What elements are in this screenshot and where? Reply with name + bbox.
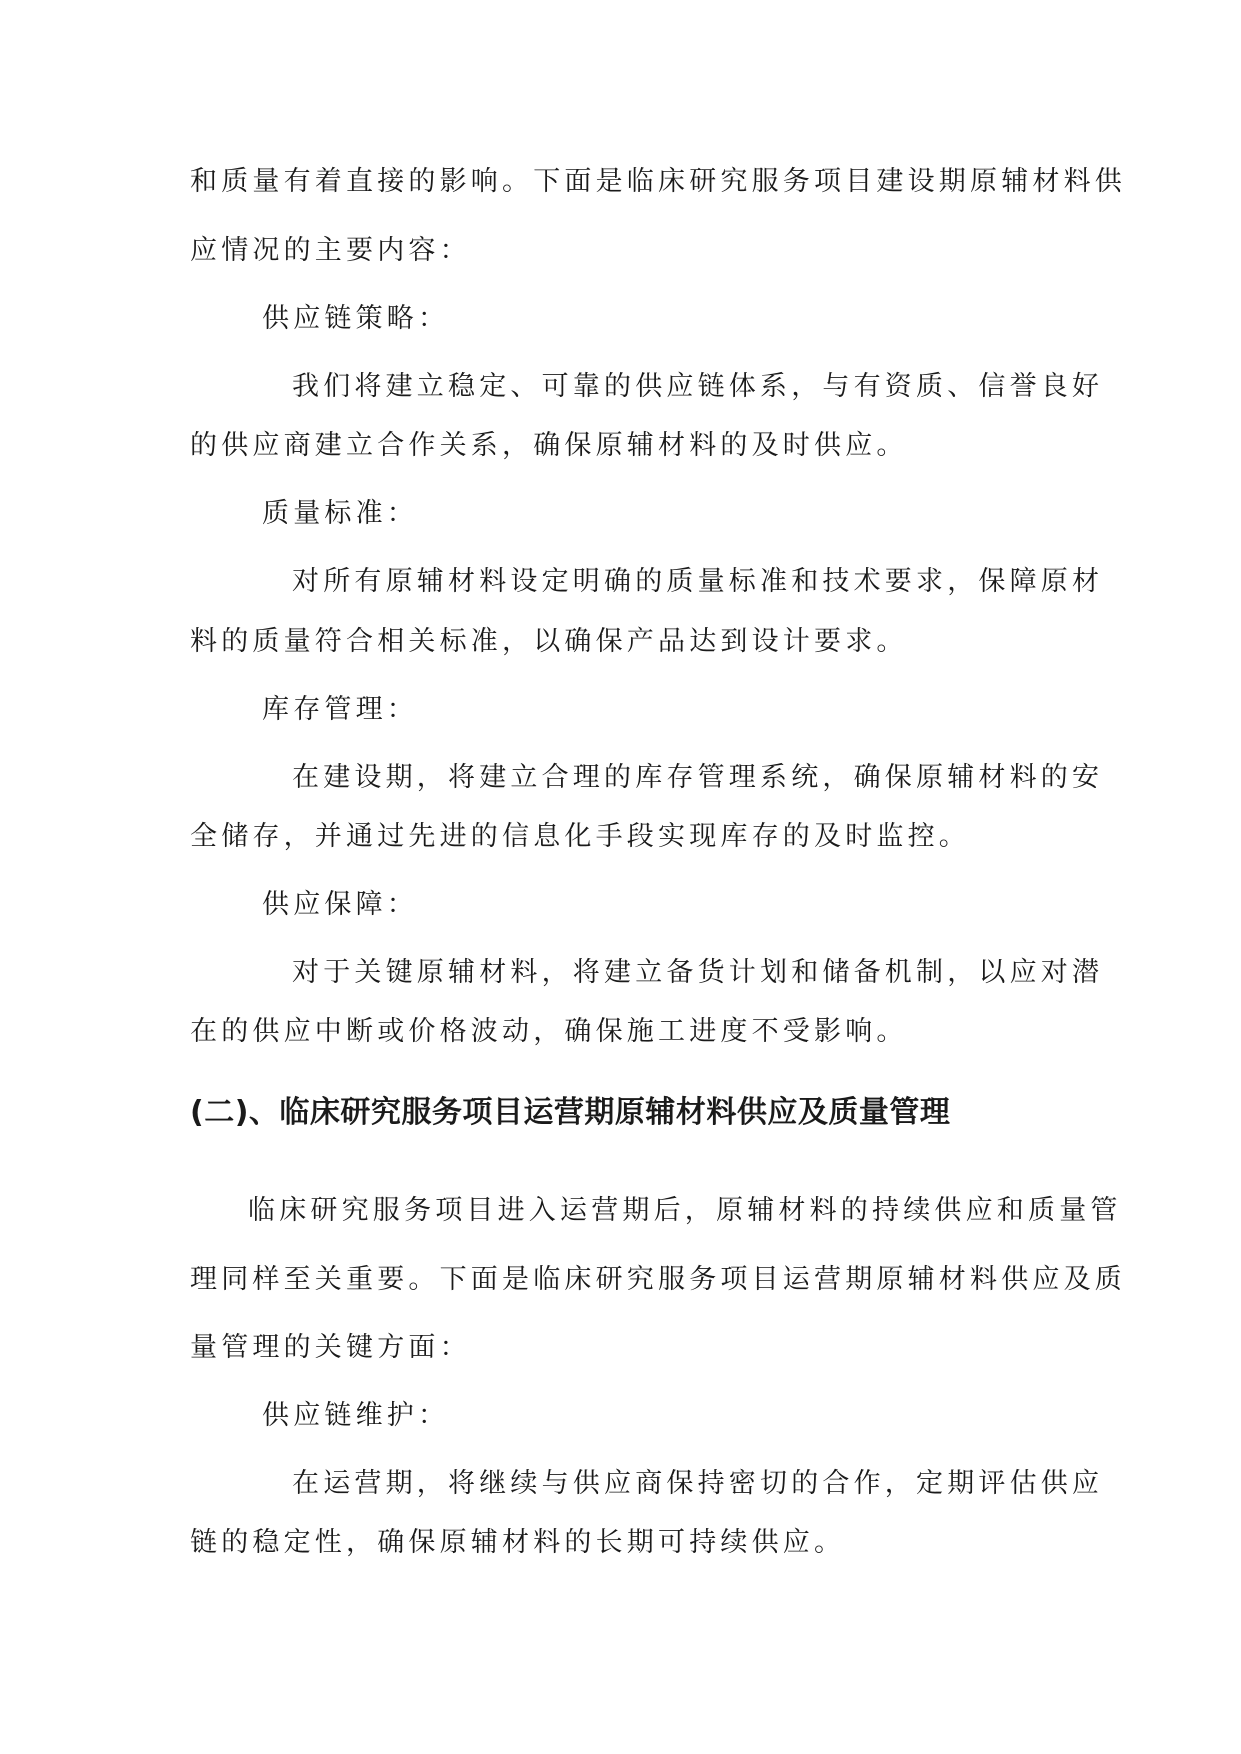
paragraph-line: 应情况的主要内容： bbox=[190, 235, 471, 266]
paragraph-line: 和质量有着直接的影响。下面是临床研究服务项目建设期原辅材料供 bbox=[190, 166, 1126, 197]
item-body-line: 对于关键原辅材料，将建立备货计划和储备机制，以应对潜 bbox=[292, 957, 1104, 988]
paragraph-line: 理同样至关重要。下面是临床研究服务项目运营期原辅材料供应及质 bbox=[190, 1264, 1126, 1295]
item-body-line: 链的稳定性，确保原辅材料的长期可持续供应。 bbox=[190, 1527, 846, 1558]
section-heading: (二)、临床研究服务项目运营期原辅材料供应及质量管理 bbox=[190, 1095, 951, 1130]
item-body-line: 在建设期，将建立合理的库存管理系统，确保原辅材料的安 bbox=[292, 762, 1104, 793]
paragraph-line: 临床研究服务项目进入运营期后，原辅材料的持续供应和质量管 bbox=[248, 1195, 1122, 1226]
item-body-line: 全储存，并通过先进的信息化手段实现库存的及时监控。 bbox=[190, 821, 970, 852]
paragraph-line: 量管理的关键方面： bbox=[190, 1332, 471, 1363]
item-title: 库存管理： bbox=[262, 694, 418, 725]
item-title: 供应保障： bbox=[262, 889, 418, 920]
item-title: 质量标准： bbox=[262, 498, 418, 529]
item-body-line: 在的供应中断或价格波动，确保施工进度不受影响。 bbox=[190, 1016, 908, 1047]
item-body-line: 对所有原辅材料设定明确的质量标准和技术要求，保障原材 bbox=[292, 566, 1104, 597]
item-body-line: 的供应商建立合作关系，确保原辅材料的及时供应。 bbox=[190, 430, 908, 461]
item-body-line: 在运营期，将继续与供应商保持密切的合作，定期评估供应 bbox=[292, 1468, 1104, 1499]
item-body-line: 我们将建立稳定、可靠的供应链体系，与有资质、信誉良好 bbox=[292, 371, 1104, 402]
item-title: 供应链策略： bbox=[262, 303, 450, 334]
item-body-line: 料的质量符合相关标准，以确保产品达到设计要求。 bbox=[190, 626, 908, 657]
item-title: 供应链维护： bbox=[262, 1400, 450, 1431]
